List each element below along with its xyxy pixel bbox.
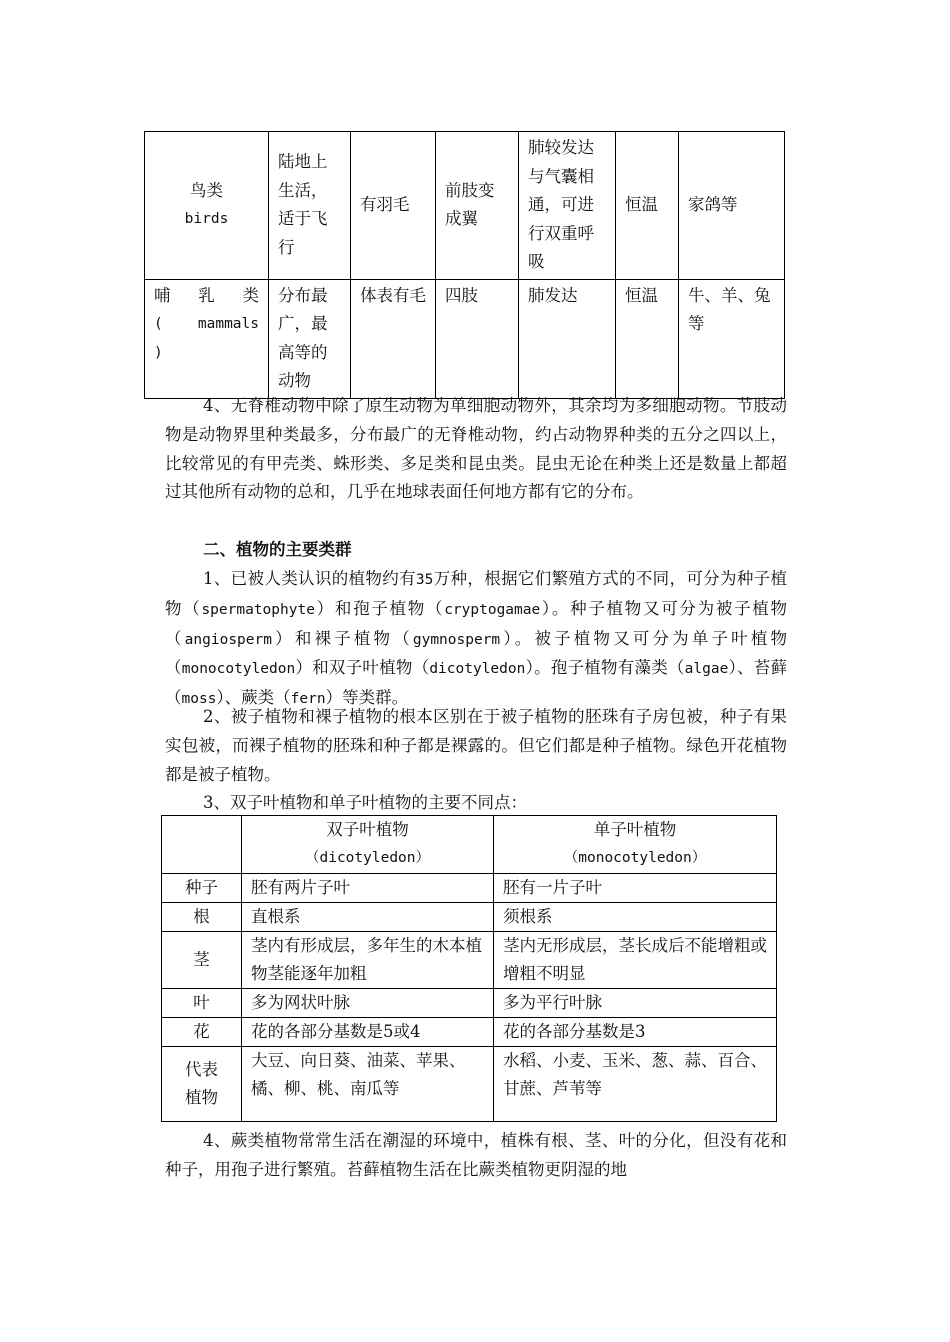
dicot-cell: 茎内有形成层，多年生的木本植物茎能逐年加粗 bbox=[242, 932, 494, 989]
animal-name-en-wrap bbox=[154, 310, 259, 339]
paragraph-text: 4、无脊椎动物中除了原生动物为单细胞动物外，其余均为多细胞动物。节肢动物是动物界里种类最多，分布最广的无脊椎动物，约占动物界种类的五分之四以上，比较常见的有甲壳类、蛛形类、多足类和昆虫类。昆虫无论在种类上还是数量上都超过其他所有动物的总和，几乎在地球表面任何地方都有它的分布。 bbox=[165, 396, 787, 502]
respiration-cell: 肺发达 bbox=[519, 279, 616, 398]
monocot-cell: 花的各部分基数是3 bbox=[494, 1018, 777, 1047]
section-heading bbox=[165, 536, 787, 565]
animal-table bbox=[144, 131, 785, 399]
monocot-header-en: （monocotyledon） bbox=[563, 850, 707, 866]
monocot-cell: 多为平行叶脉 bbox=[494, 989, 777, 1018]
table-row bbox=[162, 932, 777, 989]
animal-name: 哺乳类 bbox=[154, 285, 259, 305]
latin-term: fern bbox=[290, 691, 326, 708]
row-label: 根 bbox=[162, 903, 242, 932]
respiration-cell: 肺较发达与气囊相通，可进行双重呼吸 bbox=[519, 132, 616, 280]
habitat-cell: 陆地上生活，适于飞行 bbox=[269, 132, 351, 280]
monocot-cell: 水稻、小麦、玉米、葱、蒜、百合、甘蔗、芦苇等 bbox=[494, 1047, 777, 1122]
latin-term: spermatophyte bbox=[201, 601, 315, 618]
table-row bbox=[162, 1047, 777, 1122]
animal-name-en: birds bbox=[184, 211, 229, 228]
latin-term: cryptogamae bbox=[444, 601, 541, 618]
dicot-header-cn: 双子叶植物 bbox=[326, 820, 409, 839]
row-label: 种子 bbox=[162, 874, 242, 903]
text-run: ）等类群。 bbox=[325, 688, 409, 708]
limbs-cell: 四肢 bbox=[436, 279, 519, 398]
animal-name-en: mammals bbox=[197, 316, 259, 332]
latin-term: dicotyledon bbox=[429, 661, 526, 678]
body-cover-cell: 有羽毛 bbox=[351, 132, 436, 280]
dicot-header-en: （dicotyledon） bbox=[304, 850, 431, 866]
number-run: 35 bbox=[415, 572, 434, 588]
table-header-row bbox=[162, 816, 777, 874]
row-label: 花 bbox=[162, 1018, 242, 1047]
animal-name: 鸟类 bbox=[190, 180, 223, 200]
text-run: ）。孢子植物有藻类（ bbox=[525, 658, 685, 678]
paragraph-table-intro bbox=[165, 789, 787, 818]
empty-corner-cell bbox=[162, 816, 242, 874]
paren-open: ( bbox=[154, 316, 163, 332]
text-run: ）、蕨类（ bbox=[216, 688, 291, 708]
text-run: 1、已被人类认识的植物约有 bbox=[203, 569, 416, 588]
paren-close: ) bbox=[154, 344, 163, 361]
text-run: ）。被子植物又可分为单子叶植物（ bbox=[165, 628, 787, 678]
dicot-cell: 直根系 bbox=[242, 903, 494, 932]
body-cover-cell: 体表有毛 bbox=[351, 279, 436, 398]
dicot-cell: 大豆、向日葵、油菜、苹果、橘、柳、桃、南瓜等 bbox=[242, 1047, 494, 1122]
row-label: 茎 bbox=[162, 932, 242, 989]
row-label: 叶 bbox=[162, 989, 242, 1018]
paragraph-text: 2、被子植物和裸子植物的根本区别在于被子植物的胚珠有子房包被，种子有果实包被，而裸子植物的胚珠和种子都是裸露的。但它们都是种子植物。绿色开花植物都是被子植物。 bbox=[165, 707, 787, 784]
latin-term: angiosperm bbox=[184, 631, 272, 648]
paragraph-text: 3、双子叶植物和单子叶植物的主要不同点： bbox=[203, 793, 527, 812]
row-label: 代表植物 bbox=[162, 1047, 242, 1122]
table-row bbox=[145, 279, 785, 398]
monocot-header bbox=[494, 816, 777, 874]
monocot-cell: 胚有一片子叶 bbox=[494, 874, 777, 903]
dicot-cell: 胚有两片子叶 bbox=[242, 874, 494, 903]
temperature-cell: 恒温 bbox=[616, 132, 679, 280]
examples-cell: 家鸽等 bbox=[679, 132, 785, 280]
monocot-cell: 茎内无形成层，茎长成后不能增粗或增粗不明显 bbox=[494, 932, 777, 989]
monocot-header-cn: 单子叶植物 bbox=[593, 820, 677, 839]
paragraph-text: 4、蕨类植物常常生活在潮湿的环境中，植株有根、茎、叶的分化，但没有花和种子，用孢子进行繁殖。苔藓植物生活在比蕨类植物更阴湿的地 bbox=[165, 1131, 787, 1179]
animal-name-cell bbox=[145, 132, 269, 280]
animal-name-cell bbox=[145, 279, 269, 398]
heading-text: 二、植物的主要类群 bbox=[203, 540, 352, 559]
habitat-cell: 分布最广，最高等的动物 bbox=[269, 279, 351, 398]
dicot-cell: 花的各部分基数是5或4 bbox=[242, 1018, 494, 1047]
dicot-cell: 多为网状叶脉 bbox=[242, 989, 494, 1018]
text-run: ）和裸子植物（ bbox=[271, 628, 413, 648]
table-row bbox=[162, 874, 777, 903]
paragraph-ferns-mosses bbox=[165, 1127, 787, 1185]
temperature-cell: 恒温 bbox=[616, 279, 679, 398]
text-run: ）和孢子植物（ bbox=[314, 598, 445, 618]
text-run: ）。种子植物又可分为被子植物（ bbox=[165, 598, 788, 648]
monocot-cell: 须根系 bbox=[494, 903, 777, 932]
latin-term: algae bbox=[684, 661, 729, 678]
table-row bbox=[162, 1018, 777, 1047]
table-row bbox=[162, 903, 777, 932]
paragraph-plant-classification bbox=[165, 565, 787, 714]
latin-term: moss bbox=[181, 691, 217, 708]
table-row bbox=[145, 132, 785, 280]
table-row bbox=[162, 989, 777, 1018]
dicot-header bbox=[242, 816, 494, 874]
text-run: ）和双子叶植物（ bbox=[295, 658, 430, 678]
latin-term: monocotyledon bbox=[181, 661, 296, 678]
paragraph-invertebrates bbox=[165, 392, 787, 507]
limbs-cell: 前肢变成翼 bbox=[436, 132, 519, 280]
examples-cell: 牛、羊、兔等 bbox=[679, 279, 785, 398]
text-run: ）、苔藓（ bbox=[165, 658, 788, 708]
text-run: 万种，根据它们繁殖方式的不同，可分为种子植物（ bbox=[165, 569, 788, 618]
paragraph-angiosperm-gymnosperm bbox=[165, 703, 787, 789]
dicot-monocot-table bbox=[161, 815, 777, 1122]
latin-term: gymnosperm bbox=[412, 631, 501, 648]
